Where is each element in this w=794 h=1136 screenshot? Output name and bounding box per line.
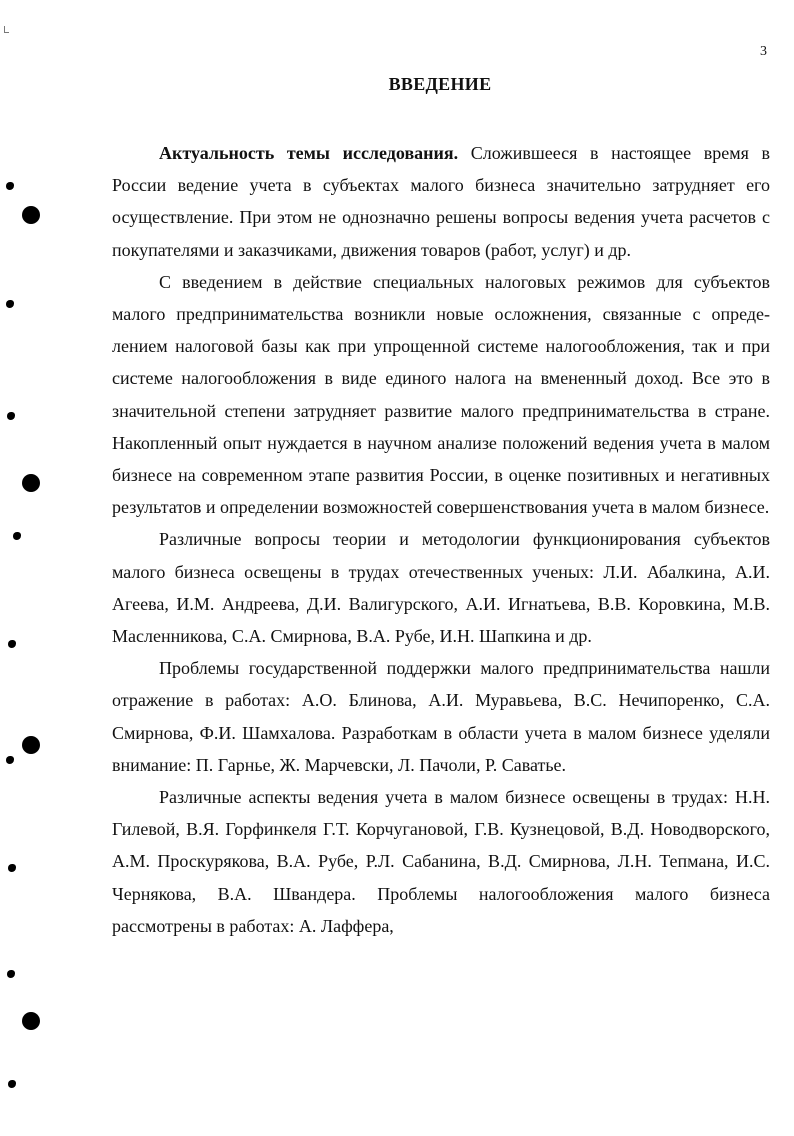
margin-speck — [13, 532, 21, 540]
paragraph-state-support: Проблемы государственной поддержки малого предпринимательства нашли отражение в работах: А.О. Блинова, А.И. Муравьева, В.С. Нечипоренко, С.А. Смирнова, Ф.И. Шамхалова. Разработкам в области учета в малом бизнесе уделяли внимание: П. Гарнье, Ж. Марчевски, Л. Пачоли, Р. Саватье. — [112, 658, 770, 775]
margin-speck — [6, 182, 14, 190]
margin-speck — [8, 864, 16, 872]
margin-speck — [7, 412, 15, 420]
binder-hole-1 — [22, 206, 40, 224]
paragraph-accounting-aspects: Различные аспекты ведения учета в малом бизнесе освещены в трудах: Н.Н. Гилевой, В.Я. Горфинкеля Г.Т. Корчугановой, Г.В. Кузнецовой, В.Д. Новодворского, А.М. Проскурякова, В.А. Рубе, Р.Л. Сабанина, В.Д. Смирнова, Л.Н. Тепмана, И.С. Чернякова, В.А. Швандера. Проблемы налогообложения малого бизнеса рассмотрены в работах: А. Лаффера, — [112, 787, 770, 936]
page-number: 3 — [760, 44, 767, 59]
margin-speck — [8, 640, 16, 648]
page-title: ВВЕДЕНИЕ — [388, 74, 492, 94]
margin-speck — [6, 756, 14, 764]
binder-hole-2 — [22, 474, 40, 492]
margin-speck — [7, 970, 15, 978]
paragraph-theory-authors: Различные вопросы теории и методологии функционирования субъектов малого бизнеса освещены в трудах отечественных ученых: Л.И. Абалкина, А.И. Агеева, И.М. Андреева, Д.И. Валигурского, А.И. Игнатьева, В.В. Коровкина, М.В. Масленникова, С.А. Смирнова, В.А. Рубе, И.Н. Шапкина и др. — [112, 529, 770, 647]
paragraph-text: Сложившееся в настоящее время в России ведение учета в субъектах малого бизнеса значительно затрудняет его осуществление. При этом не однозначно решены вопросы ведения учета расчетов с покупателями и заказчиками, движения товаров (работ, услуг) и др. — [112, 143, 771, 260]
paragraph-lead: Актуальность темы исследования. — [159, 143, 459, 163]
margin-speck — [8, 1080, 16, 1088]
scan-corner-mark — [4, 26, 9, 33]
margin-speck — [6, 300, 14, 308]
paragraph-tax-regimes: С введением в действие специальных налоговых режимов для субъектов малого предпринимательства возникли новые осложнения, связанные с определением налоговой базы как при упрощенной системе налогообложения, так и при системе налогообложения в виде единого налога на вмененный доход. Все это в значительной степени затрудняет развитие малого предпринимательства в стране. Накопленный опыт нуждается в научном анализе положений ведения учета в малом бизнесе на современном этапе развития России, в оценке позитивных и негативных результатов и определении возможностей совершенствования учета в малом бизнесе. — [112, 271, 770, 518]
document-body — [112, 137, 770, 942]
paragraph-relevance — [112, 137, 770, 266]
binder-hole-4 — [22, 1012, 40, 1030]
binder-hole-3 — [22, 736, 40, 754]
